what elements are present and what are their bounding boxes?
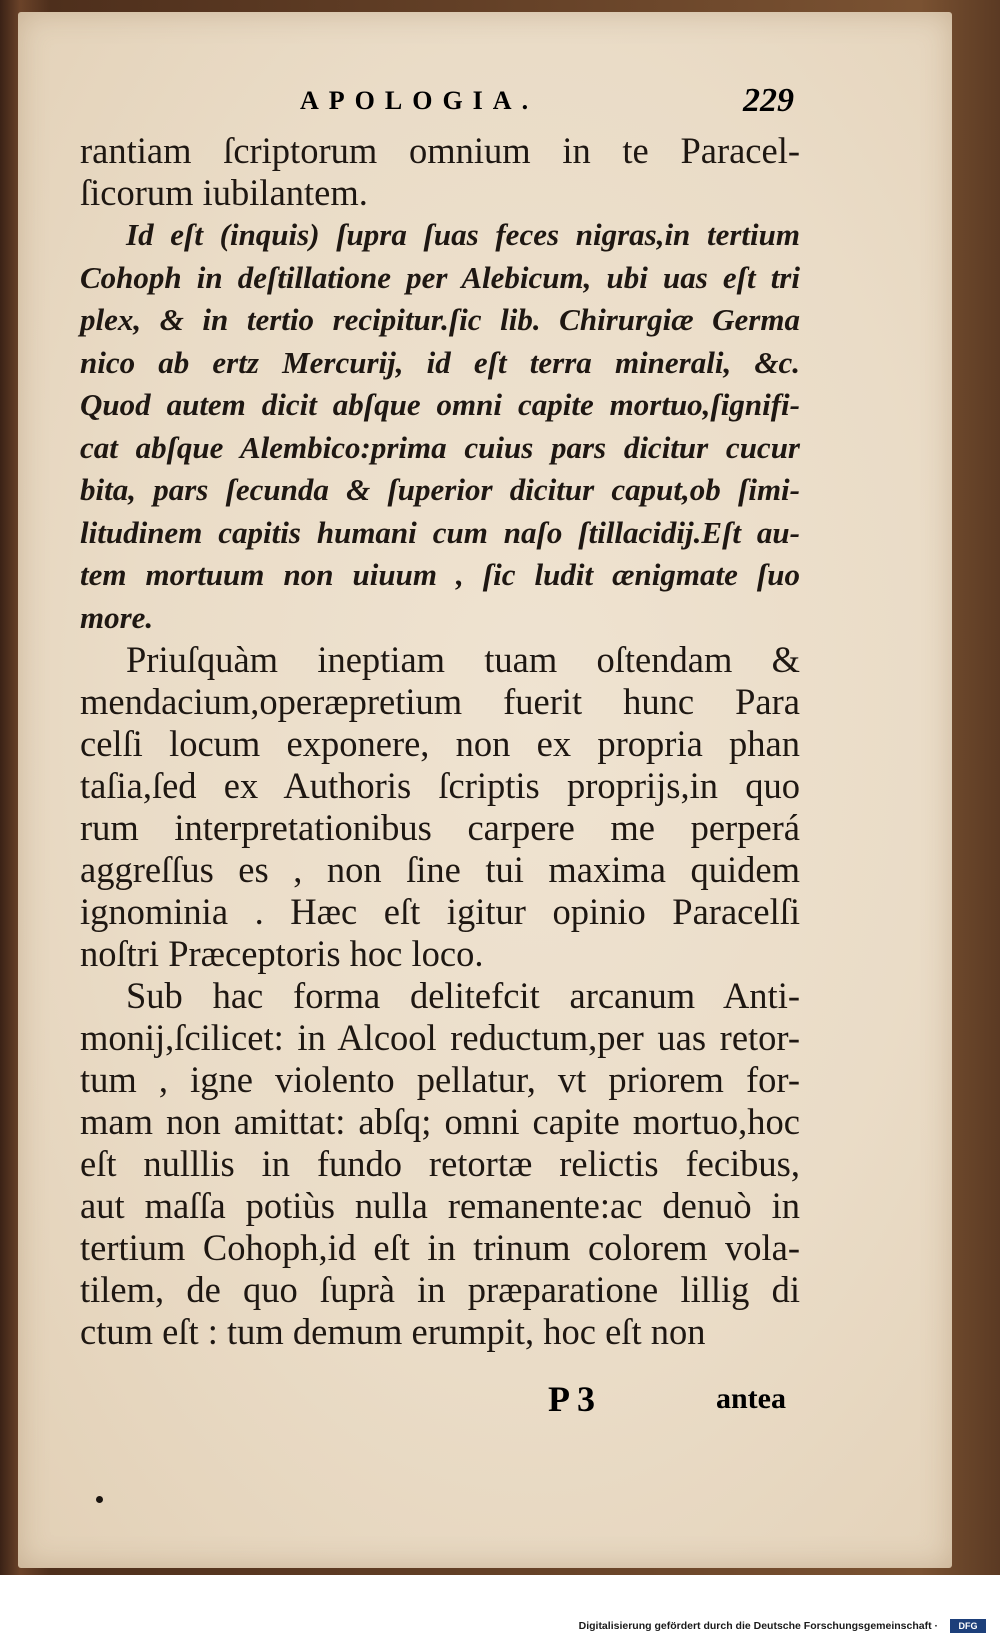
text-line: taſia,ſed ex Authoris ſcriptis proprijs,in quo — [80, 765, 800, 806]
text-line: celſi locum exponere, non ex propria phan — [80, 723, 800, 764]
text-line: tilem, de quo ſuprà in præparatione lillig di — [80, 1269, 800, 1310]
text-line: aut maſſa potiùs nulla remanente:ac denuò in — [80, 1185, 800, 1226]
text-line: Id eſt (inquis) ſupra ſuas feces nigras,in tertium — [126, 217, 800, 252]
running-head — [80, 82, 800, 126]
text-line: Sub hac forma delitefcit arcanum Anti- — [126, 975, 800, 1016]
text-line: plex, & in tertio recipitur.ſic lib. Chirurgiæ Germa — [80, 302, 800, 337]
text-line: ignominia . Hæc eſt igitur opinio Paracelſi — [80, 891, 800, 932]
page-number: 229 — [743, 82, 794, 119]
text-line: ſicorum iubilantem. — [80, 172, 368, 213]
text-line: litudinem capitis humani cum naſo ſtillacidij.Eſt au- — [80, 514, 800, 550]
text-line: Quod autem dicit abſque omni capite mortuo,ſignifi- — [80, 387, 800, 422]
paragraph — [80, 214, 800, 639]
dfg-logo: DFG — [950, 1619, 986, 1633]
text-line: aggreſſus es , non ſine tui maxima quidem — [80, 849, 800, 890]
text-line: bita, pars ſecunda & ſuperior dicitur caput,ob ſimi- — [80, 472, 800, 507]
text-line: mendacium,operæpretium fuerit hunc Para — [80, 681, 800, 722]
text-line: more. — [80, 599, 154, 635]
text-line: monij,ſcilicet: in Alcool reductum,per uas retor- — [80, 1017, 800, 1058]
text-line: mam non amittat: abſq; omni capite mortuo,hoc — [80, 1101, 800, 1142]
text-line: nico ab ertz Mercurij, id eſt terra minerali, &c. — [80, 344, 800, 380]
paragraph — [80, 639, 800, 975]
text-line: Cohoph in deſtillatione per Alebicum, ubi uas eſt tri — [80, 259, 800, 295]
signature-mark: P 3 — [548, 1379, 596, 1419]
digitization-credit: Digitalisierung gefördert durch die Deutsche Forschungsgemeinschaft · — [578, 1620, 938, 1632]
text-line: rum interpretationibus carpere me perperá — [80, 807, 800, 848]
text-line: tum , igne violento pellatur, vt priorem for- — [80, 1059, 800, 1100]
text-line: Priuſquàm ineptiam tuam oſtendam & — [126, 639, 800, 680]
text-line: tertium Cohoph,id eſt in trinum colorem vola- — [80, 1227, 800, 1268]
text-line: rantiam ſcriptorum omnium in te Paracel- — [80, 130, 800, 171]
catchword: antea — [716, 1382, 786, 1415]
text-line: cat abſque Alembico:prima cuius pars dicitur cucur — [80, 429, 800, 465]
text-line: noſtri Præceptoris hoc loco. — [80, 933, 484, 974]
running-head-title: APOLOGIA. — [300, 86, 539, 115]
text-line: tem mortuum non uiuum , ſic ludit ænigmate ſuo — [80, 557, 800, 592]
text-line: ctum eſt : tum demum erumpit, hoc eſt non — [80, 1311, 706, 1352]
ink-speck — [96, 1496, 103, 1503]
paragraph — [80, 130, 800, 214]
text-line: eſt nulllis in fundo retortæ relictis fecibus, — [80, 1143, 800, 1184]
page-body — [80, 130, 800, 1353]
paragraph — [80, 975, 800, 1353]
